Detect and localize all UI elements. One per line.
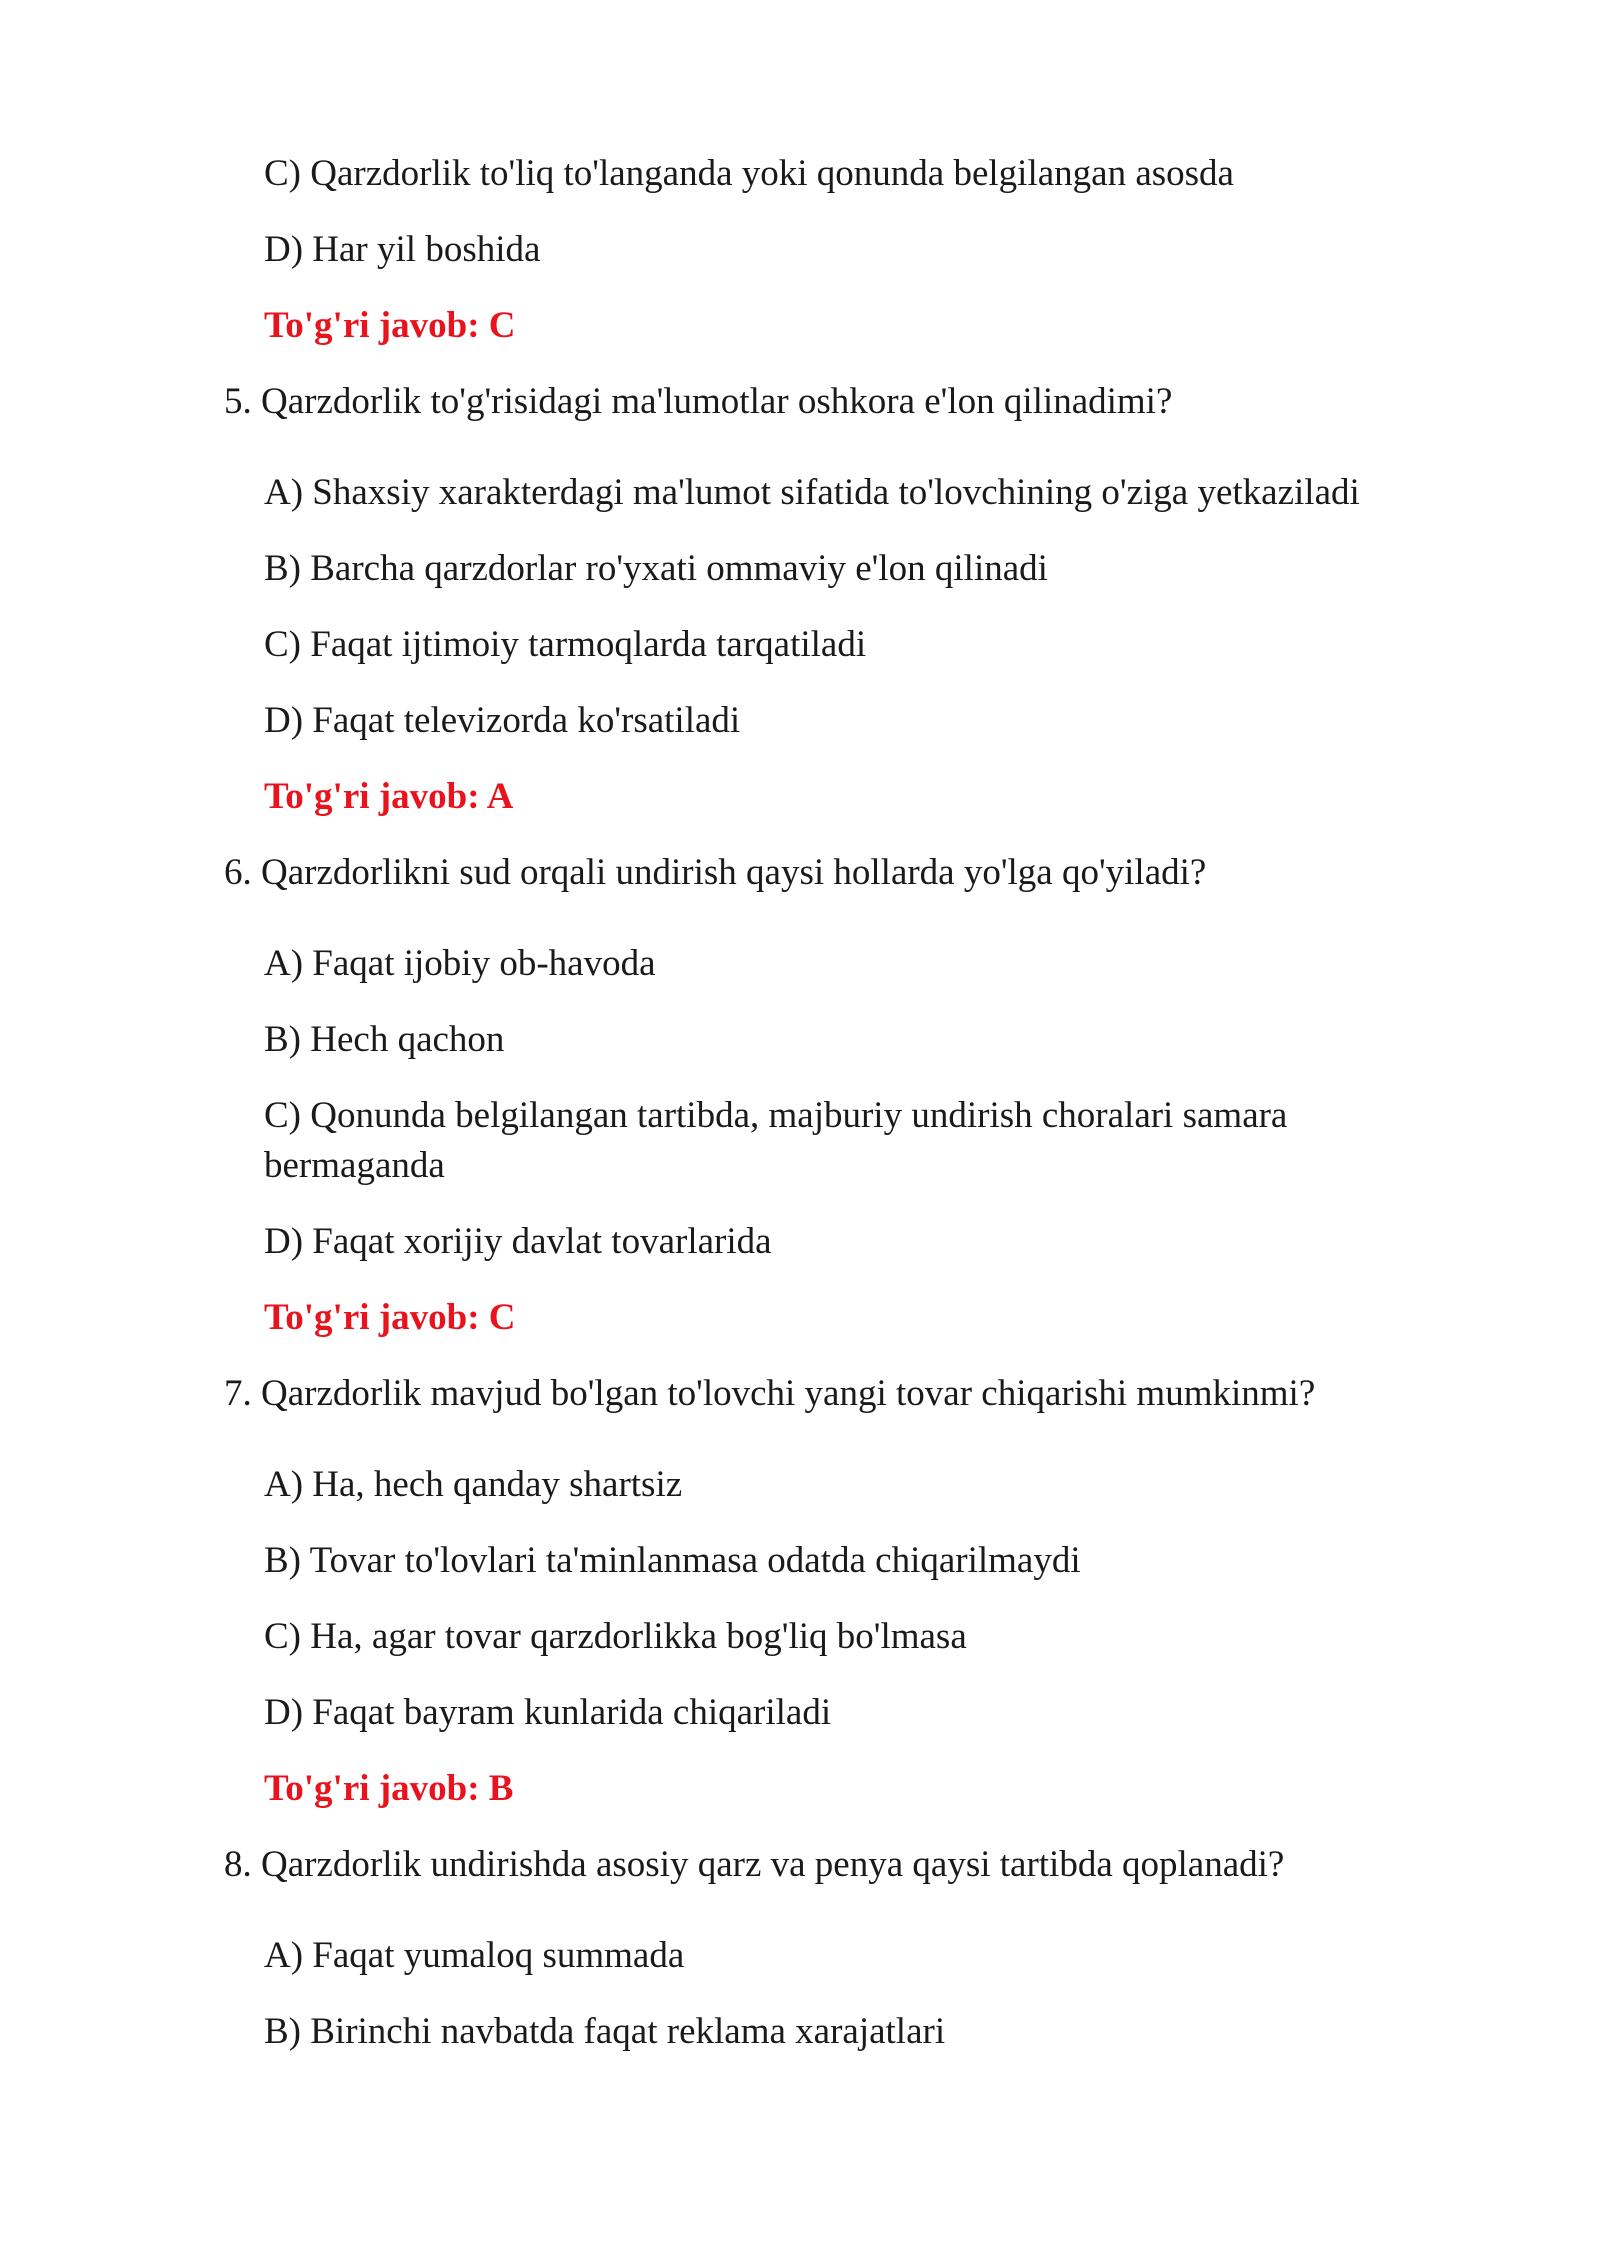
question-text: 6. Qarzdorlikni sud orqali undirish qaysi hollarda yo'lga qo'yiladi?	[224, 852, 1207, 893]
option-text: B) Barcha qarzdorlar ro'yxati ommaviy e'lon qilinadi	[264, 548, 1048, 589]
option-text: C) Qonunda belgilangan tartibda, majburiy undirish choralari samara bermaganda	[264, 1095, 1288, 1186]
question-text: 8. Qarzdorlik undirishda asosiy qarz va penya qaysi tartibda qoplanadi?	[224, 1844, 1285, 1885]
option-text: D) Har yil boshida	[264, 229, 541, 270]
option-text: A) Faqat ijobiy ob-havoda	[264, 943, 656, 984]
question-text: 7. Qarzdorlik mavjud bo'lgan to'lovchi yangi tovar chiqarishi mumkinmi?	[224, 1373, 1316, 1414]
correct-answer: To'g'ri javob: A	[264, 776, 514, 817]
option-text: B) Hech qachon	[264, 1019, 505, 1060]
option-text: C) Ha, agar tovar qarzdorlikka bog'liq bo'lmasa	[264, 1616, 967, 1657]
option-text: A) Faqat yumaloq summada	[264, 1935, 685, 1976]
option-text: A) Shaxsiy xarakterdagi ma'lumot sifatida to'lovchining o'ziga yetkaziladi	[264, 472, 1360, 513]
question-text: 5. Qarzdorlik to'g'risidagi ma'lumotlar oshkora e'lon qilinadimi?	[224, 381, 1173, 422]
correct-answer: To'g'ri javob: C	[264, 305, 516, 346]
option-text: B) Tovar to'lovlari ta'minlanmasa odatda chiqarilmaydi	[264, 1540, 1081, 1581]
option-text: C) Qarzdorlik to'liq to'langanda yoki qonunda belgilangan asosda	[264, 153, 1234, 194]
option-text: D) Faqat xorijiy davlat tovarlarida	[264, 1221, 772, 1262]
correct-answer: To'g'ri javob: C	[264, 1297, 516, 1338]
option-text: A) Ha, hech qanday shartsiz	[264, 1464, 683, 1505]
correct-answer: To'g'ri javob: B	[264, 1768, 514, 1809]
option-text: B) Birinchi navbatda faqat reklama xarajatlari	[264, 2011, 946, 2052]
option-text: D) Faqat televizorda ko'rsatiladi	[264, 700, 741, 741]
option-text: C) Faqat ijtimoiy tarmoqlarda tarqatiladi	[264, 624, 867, 665]
option-text: D) Faqat bayram kunlarida chiqariladi	[264, 1692, 832, 1733]
